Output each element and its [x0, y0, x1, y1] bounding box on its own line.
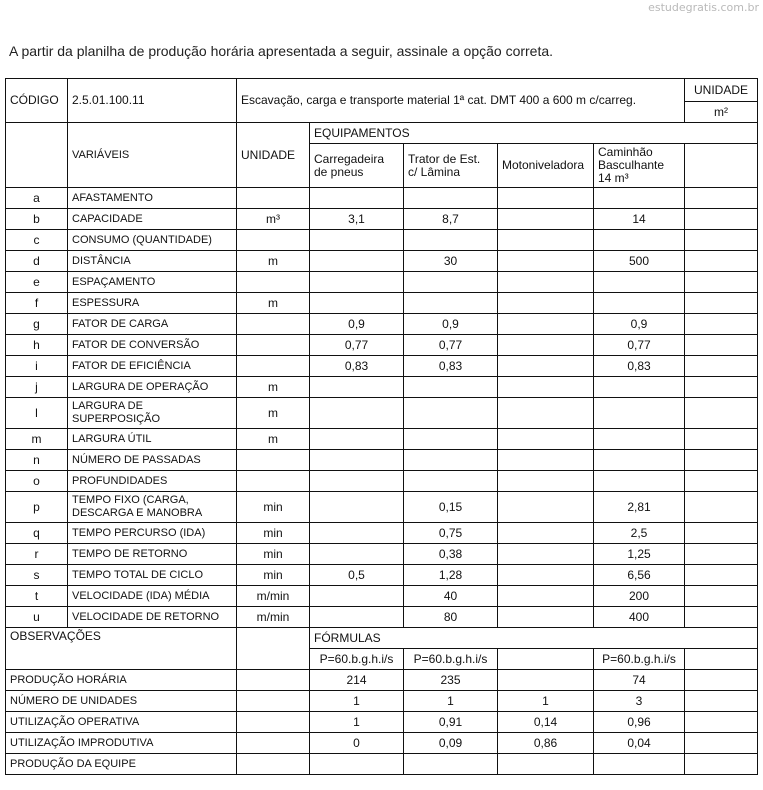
variable-value: [498, 188, 594, 209]
variable-value: 2,81: [594, 492, 685, 523]
variable-name: PROFUNDIDADES: [68, 471, 237, 492]
variable-row: [6, 565, 758, 586]
summary-label: PRODUÇÃO DA EQUIPE: [6, 754, 237, 775]
variable-unit: m: [237, 398, 310, 429]
variable-value: 400: [594, 607, 685, 628]
variable-value: [594, 398, 685, 429]
variable-value: [310, 272, 404, 293]
variable-row: [6, 272, 758, 293]
variable-value: [310, 450, 404, 471]
variable-unit: [237, 356, 310, 377]
variable-value: [310, 607, 404, 628]
variable-name: CONSUMO (QUANTIDADE): [68, 230, 237, 251]
variable-unit: [237, 471, 310, 492]
unidade-value: m²: [685, 102, 758, 123]
summary-label: UTILIZAÇÃO OPERATIVA: [6, 712, 237, 733]
variable-row: [6, 314, 758, 335]
variable-value: [594, 230, 685, 251]
variable-name: FATOR DE CONVERSÃO: [68, 335, 237, 356]
variable-value: [310, 230, 404, 251]
variable-name: TEMPO TOTAL DE CICLO: [68, 565, 237, 586]
variable-value: 0,38: [404, 544, 498, 565]
variable-value: [498, 586, 594, 607]
variable-value: 0,15: [404, 492, 498, 523]
summary-value: 1: [310, 691, 404, 712]
variable-unit: [237, 188, 310, 209]
formula-cell: [498, 649, 594, 670]
variable-value: 2,5: [594, 523, 685, 544]
question-text: A partir da planilha de produção horária apresentada a seguir, assinale a opção correta.: [9, 43, 554, 59]
summary-value: 0,04: [594, 733, 685, 754]
variable-name: ESPAÇAMENTO: [68, 272, 237, 293]
variable-unit: [237, 450, 310, 471]
variable-name: LARGURA DE OPERAÇÃO: [68, 377, 237, 398]
variable-row: [6, 230, 758, 251]
summary-label: NÚMERO DE UNIDADES: [6, 691, 237, 712]
summary-label: PRODUÇÃO HORÁRIA: [6, 670, 237, 691]
variable-value: [498, 492, 594, 523]
variable-value: [404, 188, 498, 209]
variable-value: 0,5: [310, 565, 404, 586]
summary-value: [310, 754, 404, 775]
variable-value: [594, 377, 685, 398]
variable-value: [404, 230, 498, 251]
variable-value: [594, 450, 685, 471]
summary-value: 1: [404, 691, 498, 712]
unidade-header: UNIDADE: [237, 123, 310, 188]
summary-value: 214: [310, 670, 404, 691]
service-description: Escavação, carga e transporte material 1ª cat. DMT 400 a 600 m c/carreg.: [237, 79, 685, 123]
variable-value: [498, 230, 594, 251]
variable-code: s: [6, 565, 68, 586]
variable-row: [6, 586, 758, 607]
variable-row: [6, 450, 758, 471]
variable-value: 0,9: [594, 314, 685, 335]
variable-unit: [237, 335, 310, 356]
equipment-header: Motoniveladora: [498, 144, 594, 188]
variable-value: [498, 335, 594, 356]
summary-value: 0,86: [498, 733, 594, 754]
codigo-value: 2.5.01.100.11: [68, 79, 237, 123]
variable-value: [594, 293, 685, 314]
variable-value: 200: [594, 586, 685, 607]
variable-value: [404, 450, 498, 471]
variable-value: 0,83: [594, 356, 685, 377]
variable-code: r: [6, 544, 68, 565]
variable-value: [498, 544, 594, 565]
variable-value: [404, 293, 498, 314]
variable-row: [6, 188, 758, 209]
variable-value: 0,75: [404, 523, 498, 544]
variable-code: q: [6, 523, 68, 544]
variable-code: g: [6, 314, 68, 335]
equipment-header: Caminhão Basculhante 14 m³: [594, 144, 685, 188]
variable-value: 1,28: [404, 565, 498, 586]
variable-value: [594, 471, 685, 492]
summary-value: 0,14: [498, 712, 594, 733]
codigo-label: CÓDIGO: [6, 79, 68, 123]
variable-value: [594, 429, 685, 450]
variable-name: LARGURA DE SUPERPOSIÇÃO: [68, 398, 237, 429]
variable-value: 3,1: [310, 209, 404, 230]
variable-value: 0,77: [310, 335, 404, 356]
variable-row: [6, 293, 758, 314]
variable-value: [498, 471, 594, 492]
variable-name: LARGURA ÚTIL: [68, 429, 237, 450]
variable-name: ESPESSURA: [68, 293, 237, 314]
variable-value: [498, 450, 594, 471]
variable-value: 8,7: [404, 209, 498, 230]
variable-unit: [237, 314, 310, 335]
variable-name: TEMPO DE RETORNO: [68, 544, 237, 565]
variable-value: 1,25: [594, 544, 685, 565]
variable-value: [498, 607, 594, 628]
variable-unit: m/min: [237, 586, 310, 607]
variable-value: [404, 377, 498, 398]
variable-name: CAPACIDADE: [68, 209, 237, 230]
summary-value: 1: [498, 691, 594, 712]
variable-row: [6, 209, 758, 230]
formula-cell: P=60.b.g.h.i/s: [310, 649, 404, 670]
variable-value: [310, 429, 404, 450]
summary-value: 74: [594, 670, 685, 691]
variable-row: [6, 471, 758, 492]
variable-row: [6, 607, 758, 628]
variable-value: [310, 544, 404, 565]
variable-code: f: [6, 293, 68, 314]
variable-value: [404, 272, 498, 293]
variable-value: [310, 293, 404, 314]
variable-value: [310, 377, 404, 398]
summary-row: [6, 754, 758, 775]
variable-value: [498, 272, 594, 293]
variable-value: [498, 314, 594, 335]
summary-value: 0,96: [594, 712, 685, 733]
summary-value: 3: [594, 691, 685, 712]
variable-code: d: [6, 251, 68, 272]
variable-name: FATOR DE EFICIÊNCIA: [68, 356, 237, 377]
variable-value: [498, 398, 594, 429]
variable-unit: m³: [237, 209, 310, 230]
summary-row: [6, 712, 758, 733]
variable-value: 0,9: [310, 314, 404, 335]
variable-code: e: [6, 272, 68, 293]
variable-value: 0,83: [310, 356, 404, 377]
summary-value: [594, 754, 685, 775]
summary-label: UTILIZAÇÃO IMPRODUTIVA: [6, 733, 237, 754]
variable-code: j: [6, 377, 68, 398]
variable-row: [6, 377, 758, 398]
variable-row: [6, 398, 758, 429]
variable-row: [6, 429, 758, 450]
variable-value: [310, 492, 404, 523]
summary-value: 0: [310, 733, 404, 754]
variaveis-header: VARIÁVEIS: [68, 123, 237, 188]
variable-value: [310, 586, 404, 607]
summary-value: [498, 670, 594, 691]
variable-name: NÚMERO DE PASSADAS: [68, 450, 237, 471]
variable-value: [594, 272, 685, 293]
variable-value: 0,77: [404, 335, 498, 356]
variable-code: h: [6, 335, 68, 356]
variable-code: c: [6, 230, 68, 251]
summary-row: [6, 670, 758, 691]
variable-code: b: [6, 209, 68, 230]
variable-value: 14: [594, 209, 685, 230]
variable-row: [6, 492, 758, 523]
summary-row: [6, 691, 758, 712]
variable-code: p: [6, 492, 68, 523]
variable-value: 0,77: [594, 335, 685, 356]
variable-value: 6,56: [594, 565, 685, 586]
variable-value: 0,9: [404, 314, 498, 335]
summary-row: [6, 733, 758, 754]
variable-value: [404, 429, 498, 450]
variable-code: a: [6, 188, 68, 209]
variable-row: [6, 335, 758, 356]
variable-code: m: [6, 429, 68, 450]
variable-code: u: [6, 607, 68, 628]
variable-value: [498, 565, 594, 586]
variable-unit: m: [237, 429, 310, 450]
production-sheet: [5, 78, 758, 775]
variable-value: [310, 471, 404, 492]
variable-unit: [237, 272, 310, 293]
variable-row: [6, 544, 758, 565]
variable-value: [498, 293, 594, 314]
observacoes-label: OBSERVAÇÕES: [6, 628, 237, 670]
variable-name: TEMPO FIXO (CARGA, DESCARGA E MANOBRA: [68, 492, 237, 523]
variable-unit: m: [237, 251, 310, 272]
variable-row: [6, 356, 758, 377]
variable-code: n: [6, 450, 68, 471]
summary-value: [404, 754, 498, 775]
variable-row: [6, 523, 758, 544]
variable-unit: m/min: [237, 607, 310, 628]
site-watermark: estudegratis.com.br: [648, 1, 759, 14]
variable-value: [404, 398, 498, 429]
variable-value: [498, 356, 594, 377]
variable-unit: min: [237, 544, 310, 565]
variable-value: [498, 377, 594, 398]
variable-name: AFASTAMENTO: [68, 188, 237, 209]
equipamentos-header: EQUIPAMENTOS: [310, 123, 758, 144]
variable-value: 80: [404, 607, 498, 628]
formulas-label: FÓRMULAS: [310, 628, 758, 649]
variable-value: 0,83: [404, 356, 498, 377]
variable-unit: min: [237, 492, 310, 523]
variable-code: i: [6, 356, 68, 377]
variable-code: o: [6, 471, 68, 492]
variable-code: t: [6, 586, 68, 607]
variable-unit: [237, 230, 310, 251]
variable-value: [498, 523, 594, 544]
variable-value: [310, 398, 404, 429]
variable-value: [310, 523, 404, 544]
variable-value: 30: [404, 251, 498, 272]
variable-code: l: [6, 398, 68, 429]
formula-cell: P=60.b.g.h.i/s: [594, 649, 685, 670]
variable-name: VELOCIDADE DE RETORNO: [68, 607, 237, 628]
variable-unit: min: [237, 523, 310, 544]
variable-value: [498, 209, 594, 230]
variable-unit: m: [237, 377, 310, 398]
variable-value: [310, 188, 404, 209]
variable-value: [498, 251, 594, 272]
variable-value: [498, 429, 594, 450]
variable-value: [594, 188, 685, 209]
summary-value: [498, 754, 594, 775]
variable-unit: min: [237, 565, 310, 586]
summary-value: 0,91: [404, 712, 498, 733]
unidade-label: UNIDADE: [685, 79, 758, 102]
variable-value: [310, 251, 404, 272]
variable-unit: m: [237, 293, 310, 314]
summary-value: 235: [404, 670, 498, 691]
variable-name: TEMPO PERCURSO (IDA): [68, 523, 237, 544]
equipment-header: Trator de Est. c/ Lâmina: [404, 144, 498, 188]
variable-name: DISTÂNCIA: [68, 251, 237, 272]
variable-name: VELOCIDADE (IDA) MÉDIA: [68, 586, 237, 607]
formula-cell: P=60.b.g.h.i/s: [404, 649, 498, 670]
variable-name: FATOR DE CARGA: [68, 314, 237, 335]
equipment-header: Carregadeira de pneus: [310, 144, 404, 188]
variable-value: 500: [594, 251, 685, 272]
summary-value: 1: [310, 712, 404, 733]
variable-row: [6, 251, 758, 272]
variable-value: [404, 471, 498, 492]
summary-value: 0,09: [404, 733, 498, 754]
variable-value: 40: [404, 586, 498, 607]
